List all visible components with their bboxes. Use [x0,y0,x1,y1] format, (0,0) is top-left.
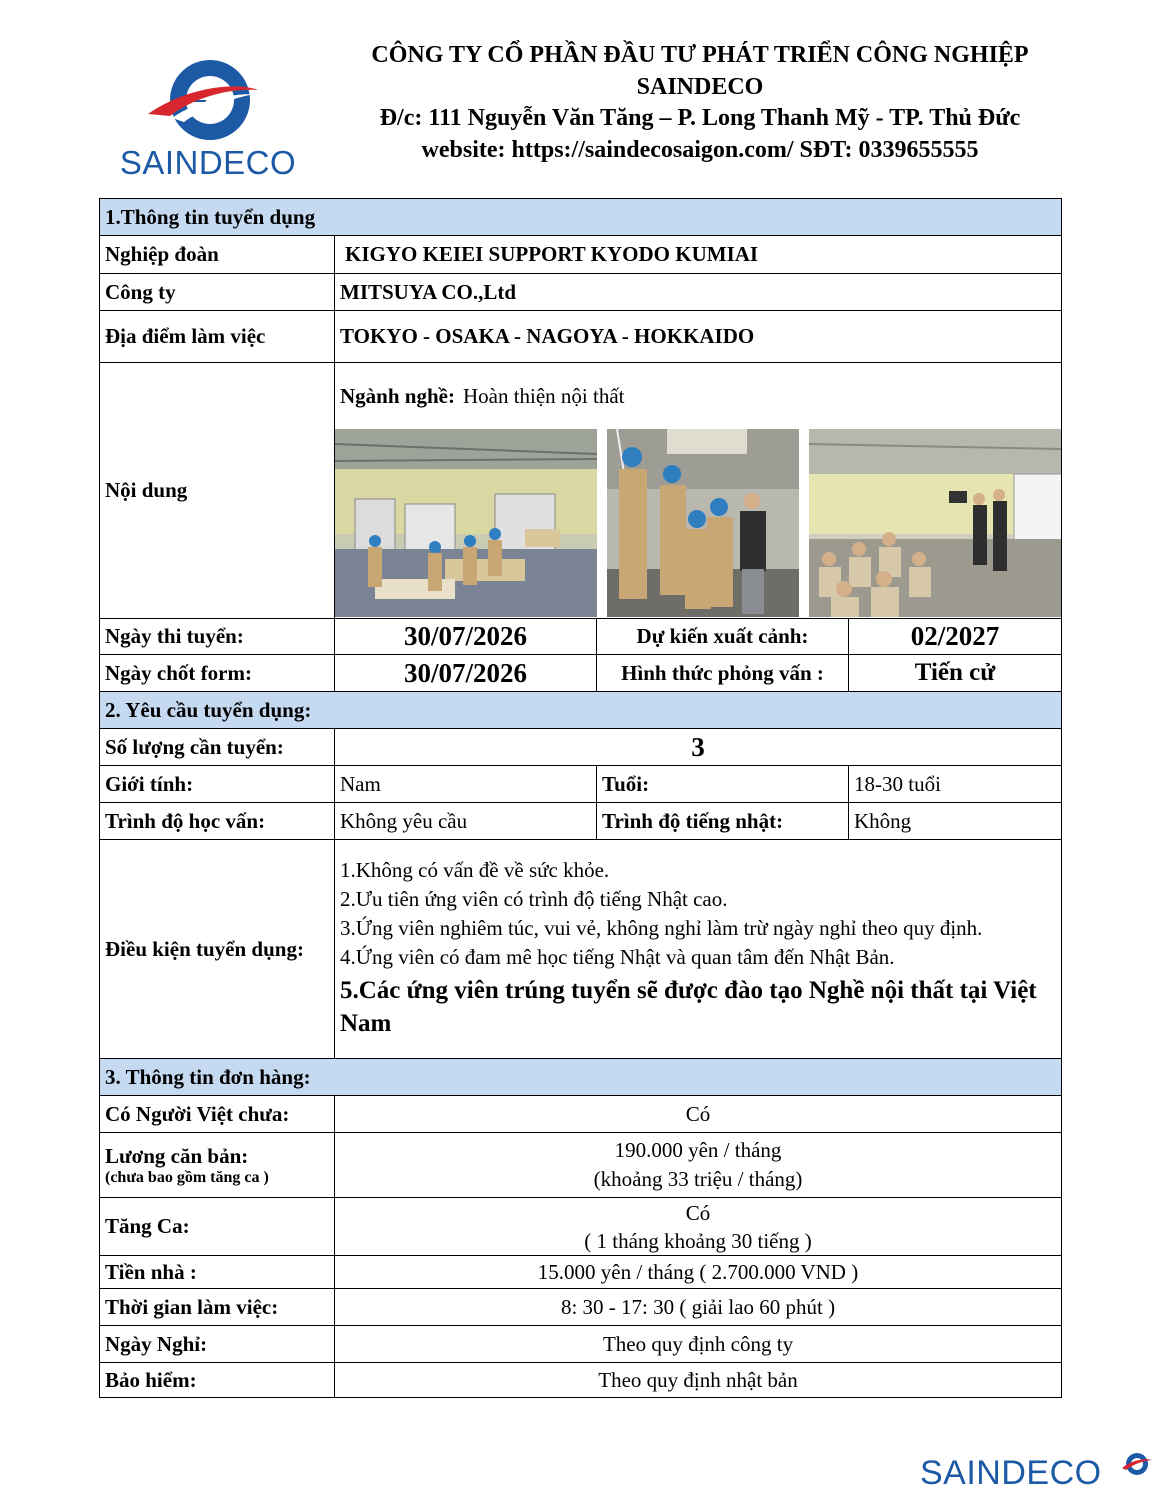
section-header-row [100,1059,1062,1096]
company-address: Đ/c: 111 Nguyễn Văn Tăng – P. Long Thanh Mỹ - TP. Thủ Đức [379,105,1021,131]
company-logo [108,56,308,186]
table-row [100,1198,1062,1256]
quantity-label: Số lượng cần tuyển: [100,729,335,766]
exam-date-label: Ngày thi tuyển: [100,619,335,655]
section2-title: 2. Yêu cầu tuyển dụng: [100,692,1062,729]
table-row [100,803,1062,840]
table-row [100,655,1062,692]
hours-value: 8: 30 - 17: 30 ( giải lao 60 phút ) [335,1289,1062,1326]
location-label: Địa điểm làm việc [100,311,335,363]
table-row [100,766,1062,803]
table-row [100,619,1062,655]
salary-value-cell [335,1133,1062,1198]
section-header-row [100,199,1062,236]
company-value: MITSUYA CO.,Ltd [335,274,1062,311]
japanese-level-value: Không [849,803,1062,840]
hours-label: Thời gian làm việc: [100,1289,335,1326]
conditions-label: Điều kiện tuyển dụng: [100,840,335,1059]
company-name-line2: SAINDECO [636,73,764,100]
conditions-cell [335,840,1062,1059]
content-cell [335,363,1062,619]
trade-value: Hoàn thiện nội thất [462,384,625,408]
content-label: Nội dung [100,363,335,619]
interview-value: Tiến cử [849,655,1062,692]
salary-value: 190.000 yên / tháng [614,1138,782,1162]
condition-highlight: 5.Các ứng viên trúng tuyển sẽ được đào tạo Nghề nội thất tại Việt Nam [340,977,1037,1037]
departure-label: Dự kiến xuất cảnh: [597,619,849,655]
overtime-value-cell [335,1198,1062,1256]
recruitment-table [99,198,1062,1398]
list-item: 1.Không có vấn đề về sức khỏe. [340,858,610,882]
section3-title: 3. Thông tin đơn hàng: [100,1059,1062,1096]
salary-value-vnd: (khoảng 33 triệu / tháng) [593,1167,803,1191]
workers-practice-photo [607,429,799,617]
overtime-value: Có [685,1200,711,1225]
gender-label: Giới tính: [100,766,335,803]
insurance-value: Theo quy định nhật bản [335,1363,1062,1398]
location-value: TOKYO - OSAKA - NAGOYA - HOKKAIDO [335,311,1062,363]
salary-note: (chưa bao gồm tăng ca ) [105,1168,269,1186]
footer-logo-emblem-icon [1120,1450,1154,1478]
form-deadline-label: Ngày chốt form: [100,655,335,692]
logo-emblem-icon [108,56,308,151]
workshop-training-photo [335,429,597,617]
conditions-list [340,840,1056,1058]
dayoff-value: Theo quy định công ty [335,1326,1062,1363]
interview-label: Hình thức phỏng vấn : [597,655,849,692]
footer-logo [920,1450,1159,1500]
table-row [100,840,1062,1059]
list-item: 3.Ứng viên nghiêm túc, vui vẻ, không nghỉ làm trừ ngày nghỉ theo quy định. [340,916,983,940]
housing-label: Tiền nhà : [100,1256,335,1289]
classroom-briefing-photo [809,429,1061,617]
table-row [100,1096,1062,1133]
table-row [100,1363,1062,1398]
departure-value: 02/2027 [849,619,1062,655]
company-label: Công ty [100,274,335,311]
education-value: Không yêu cầu [335,803,597,840]
table-row [100,729,1062,766]
salary-label-cell [100,1133,335,1198]
insurance-label: Bảo hiểm: [100,1363,335,1398]
form-deadline-value: 30/07/2026 [335,655,597,692]
footer-logo-wordmark: SAINDECO [920,1454,1102,1492]
trade-label: Ngành nghề: [340,384,455,408]
overtime-label: Tăng Ca: [100,1198,335,1256]
table-row [100,1133,1062,1198]
table-row [100,236,1062,274]
table-row [100,1289,1062,1326]
company-name-line1: CÔNG TY CỔ PHẦN ĐẦU TƯ PHÁT TRIỂN CÔNG NGHIỆP [371,42,1029,68]
dayoff-label: Ngày Nghỉ: [100,1326,335,1363]
vietnamese-label: Có Người Việt chưa: [100,1096,335,1133]
age-value: 18-30 tuổi [849,766,1062,803]
table-row [100,311,1062,363]
table-row [100,363,1062,619]
salary-label: Lương căn bản: [105,1143,249,1168]
education-label: Trình độ học vấn: [100,803,335,840]
list-item: 4.Ứng viên có đam mê học tiếng Nhật và quan tâm đến Nhật Bản. [340,945,895,969]
logo-wordmark: SAINDECO [119,144,297,181]
vietnamese-value: Có [335,1096,1062,1133]
exam-date-value: 30/07/2026 [335,619,597,655]
table-row [100,1326,1062,1363]
overtime-detail: ( 1 tháng khoảng 30 tiếng ) [584,1228,812,1253]
union-label: Nghiệp đoàn [100,236,335,274]
company-header [330,40,1070,166]
table-row [100,1256,1062,1289]
housing-value: 15.000 yên / tháng ( 2.700.000 VND ) [335,1256,1062,1289]
list-item: 2.Ưu tiên ứng viên có trình độ tiếng Nhật cao. [340,887,728,911]
section-header-row [100,692,1062,729]
trade-line [335,363,1061,429]
photo-strip [335,429,1061,617]
japanese-level-label: Trình độ tiếng nhật: [597,803,849,840]
age-label: Tuổi: [597,766,849,803]
union-value: KIGYO KEIEI SUPPORT KYODO KUMIAI [335,236,1062,274]
quantity-value: 3 [335,729,1062,766]
section1-title: 1.Thông tin tuyển dụng [100,199,1062,236]
gender-value: Nam [335,766,597,803]
company-contact: website: https://saindecosaigon.com/ SĐT: 0339655555 [421,136,979,163]
table-row [100,274,1062,311]
